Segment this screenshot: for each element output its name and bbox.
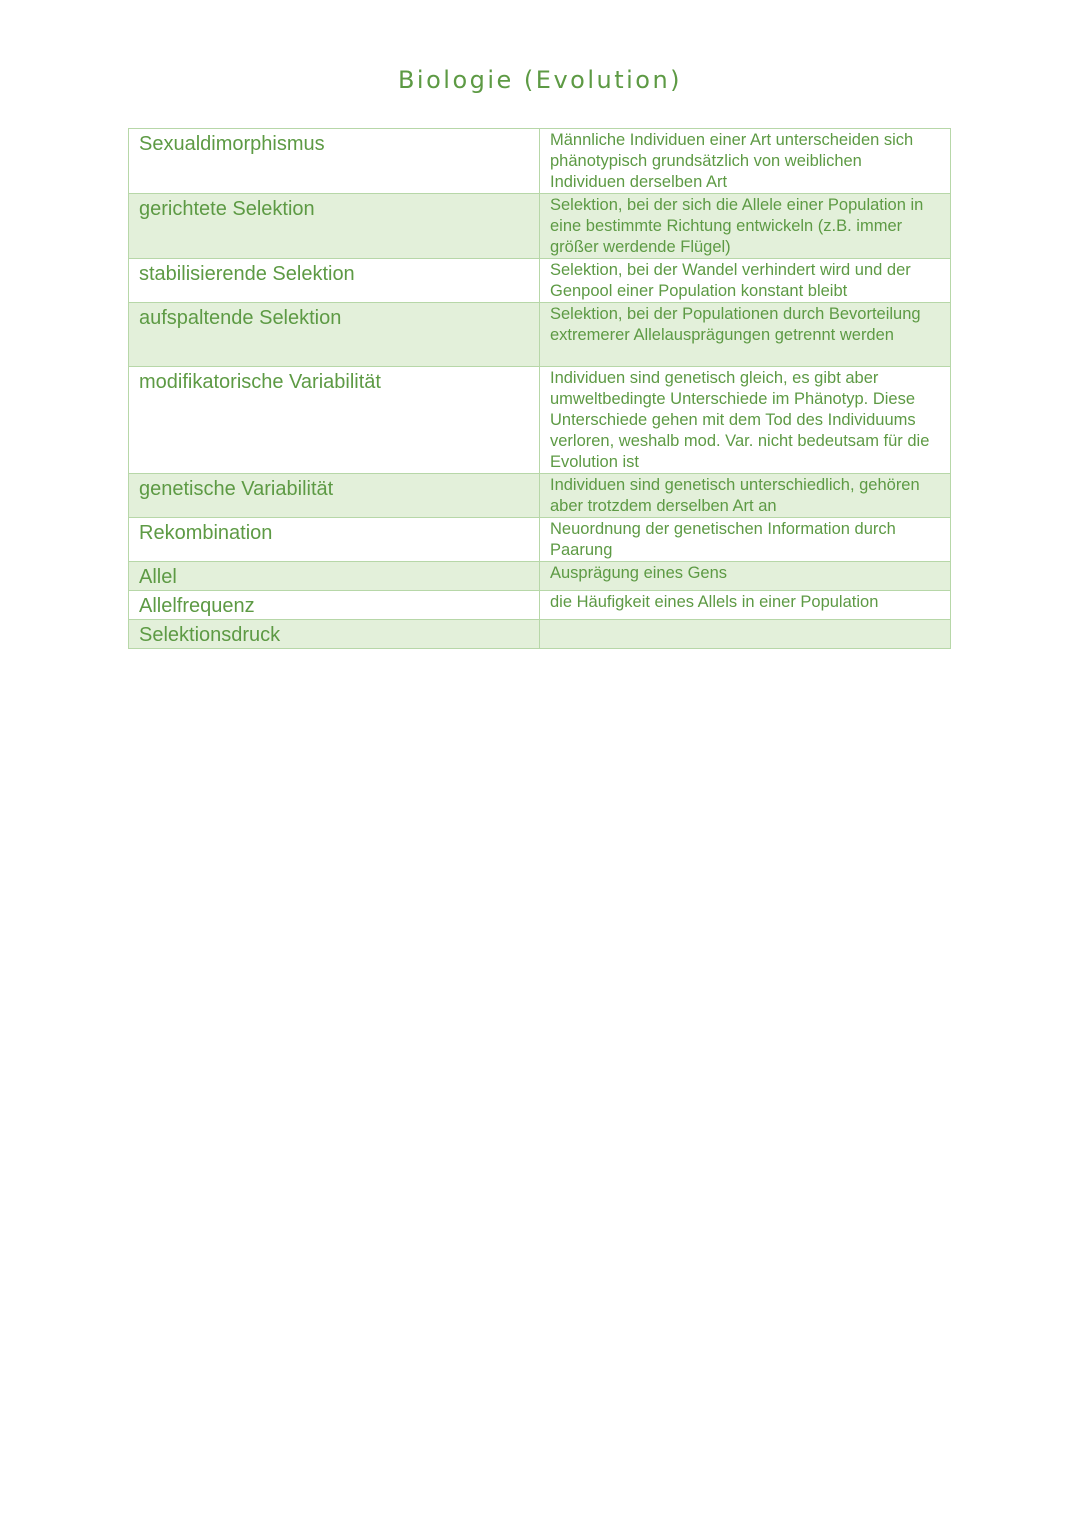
term-cell: modifikatorische Variabilität <box>129 367 540 474</box>
definition-cell: Selektion, bei der Populationen durch Bevorteilung extremerer Allelausprägungen getrennt werden <box>540 303 951 367</box>
table-row <box>129 129 951 194</box>
table-row <box>129 259 951 303</box>
definition-cell: Selektion, bei der Wandel verhindert wird und der Genpool einer Population konstant bleibt <box>540 259 951 303</box>
definition-cell: die Häufigkeit eines Allels in einer Population <box>540 591 951 620</box>
term-cell: Selektionsdruck <box>129 620 540 649</box>
table-row <box>129 562 951 591</box>
definition-cell: Individuen sind genetisch gleich, es gibt aber umweltbedingte Unterschiede im Phänotyp. Diese Unterschiede gehen mit dem Tod des Individuums verloren, weshalb mod. Var. nicht bedeutsam für die Evolution ist <box>540 367 951 474</box>
definition-cell: Männliche Individuen einer Art unterscheiden sich phänotypisch grundsätzlich von weiblichen Individuen derselben Art <box>540 129 951 194</box>
term-cell: Rekombination <box>129 518 540 562</box>
term-cell: genetische Variabilität <box>129 474 540 518</box>
table-row <box>129 367 951 474</box>
table-row <box>129 620 951 649</box>
term-cell: Allelfrequenz <box>129 591 540 620</box>
term-cell: stabilisierende Selektion <box>129 259 540 303</box>
definition-cell: Selektion, bei der sich die Allele einer Population in eine bestimmte Richtung entwickeln (z.B. immer größer werdende Flügel) <box>540 194 951 259</box>
term-cell: Sexualdimorphismus <box>129 129 540 194</box>
definition-cell: Individuen sind genetisch unterschiedlich, gehören aber trotzdem derselben Art an <box>540 474 951 518</box>
table-row <box>129 303 951 367</box>
table-row <box>129 518 951 562</box>
page-title: Biologie (Evolution) <box>397 66 683 94</box>
glossary-table <box>128 128 951 649</box>
term-cell: gerichtete Selektion <box>129 194 540 259</box>
definition-cell: Neuordnung der genetischen Information durch Paarung <box>540 518 951 562</box>
table-row <box>129 591 951 620</box>
definition-cell: Ausprägung eines Gens <box>540 562 951 591</box>
definition-cell <box>540 620 951 649</box>
table-row <box>129 474 951 518</box>
term-cell: Allel <box>129 562 540 591</box>
term-cell: aufspaltende Selektion <box>129 303 540 367</box>
table-row <box>129 194 951 259</box>
